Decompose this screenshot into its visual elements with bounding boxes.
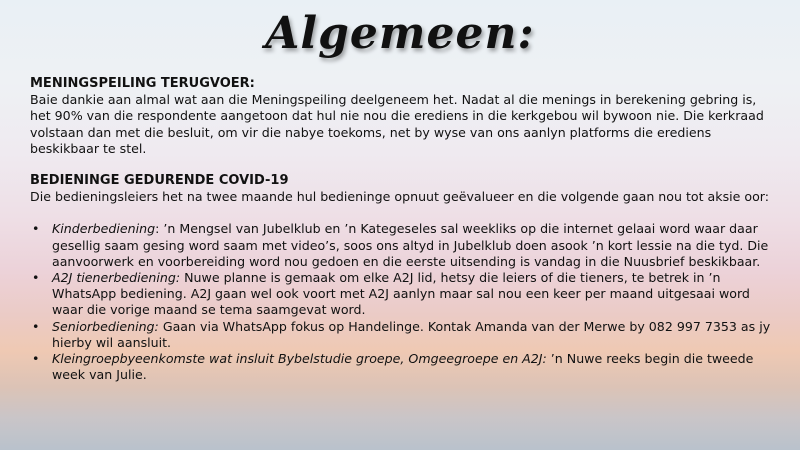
item-separator: : [155, 221, 164, 237]
item-text: Nuwe planne is gemaak om elke A2J lid, hetsy die leiers of die tieners, te betrek in ’n WhatsApp bediening. A2J gaan wel ook voort met A2J aanlyn maar sal nou een keer per maand uitgesaai word waar die vorige maand se tema saamgevat word. [52, 270, 750, 318]
list-item-seniorbediening [30, 319, 778, 351]
item-label: Kinderbediening [52, 221, 156, 237]
bullet-icon: • [32, 351, 40, 367]
item-text: ’n Nuwe reeks begin die tweede week van Julie. [52, 351, 754, 383]
bullet-icon: • [32, 318, 40, 334]
spacer [30, 205, 778, 221]
ministries-list [30, 221, 778, 383]
slide-title: Algemeen: [265, 8, 535, 59]
section-heading-survey: MENINGSPEILING TERUGVOER: [30, 76, 255, 91]
section-heading-ministries: BEDIENINGE GEDURENDE COVID-19 [30, 173, 289, 189]
bullet-icon: • [32, 221, 40, 237]
item-label: Seniorbediening: [52, 318, 159, 334]
ministries-intro: Die bedieningsleiers het na twee maande hul bedieninge opnuut geëvalueer en die volgende gaan nou tot aksie oor: [30, 189, 769, 205]
survey-paragraph: Baie dankie aan almal wat aan die Meningspeiling deelgeneem het. Nadat al die menings in berekening gebring is, het 90% van die respondente aangetoon dat hul nie nou die erediens in die kerkgebou wil bywoon nie. Die kerkraad volstaan dan met die besluit, om vir die nabye toekoms, net by wyse van ons aanlyn platforms die erediens beskikbaar te stel. [30, 92, 764, 156]
slide-content [30, 76, 778, 383]
item-text: ’n Mengsel van Jubelklub en ’n Kategeseles sal weekliks op die internet gelaai word waar daar gesellig saam gesing word saam met video’s, soos ons altyd in Jubelklub doen asook ’n kort lessie na die tyd. Die aanvoorwerk en voorbereiding word nou gedoen en die eerste uitsending is vandag in die Nuusbrief beskikbaar. [52, 221, 769, 269]
item-text: Gaan via WhatsApp fokus op Handelinge. Kontak Amanda van der Merwe by 082 997 7353 as jy hierby wil aansluit. [52, 318, 771, 350]
spacer [30, 157, 778, 173]
bullet-icon: • [32, 270, 40, 286]
item-label: Kleingroepbyeenkomste wat insluit Bybelstudie groepe, Omgeegroepe en A2J: [52, 351, 547, 367]
list-item-kleingroepbyeenkomste [30, 351, 778, 383]
item-label: A2J tienerbediening: [52, 270, 181, 286]
list-item-a2j-tienerbediening [30, 270, 778, 319]
list-item-kinderbediening [30, 221, 778, 270]
